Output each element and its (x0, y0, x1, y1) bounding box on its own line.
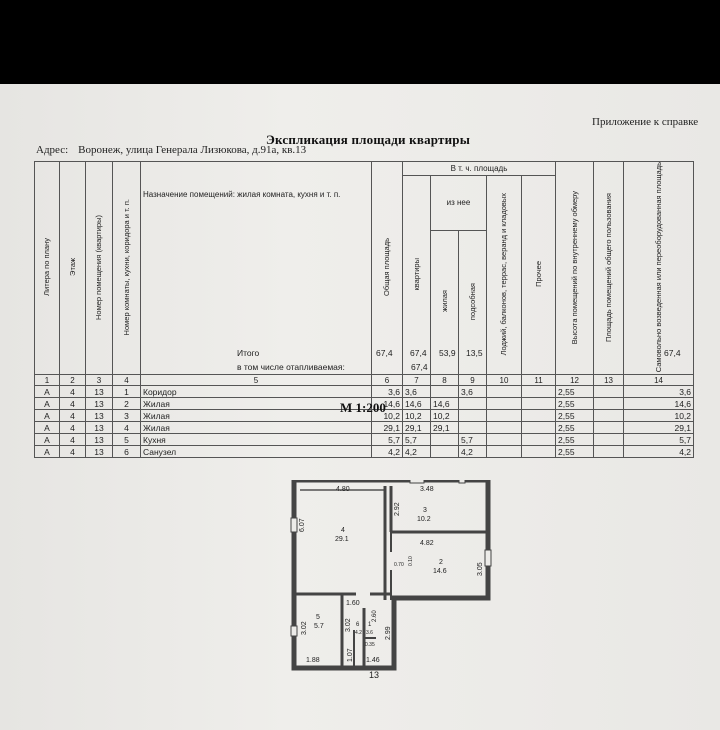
window-icon (485, 550, 491, 566)
address-label: Адрес: (36, 144, 69, 156)
window-icon (459, 480, 465, 483)
floor-plan (286, 480, 496, 680)
table-row: А 4 13 2 Жилая 14,6 14,6 14,6 2,55 14,6 (35, 398, 694, 410)
header-col10: Лоджий, балконов, террас, веранд и кладовых (487, 176, 522, 375)
room-area: 29.1 (335, 536, 349, 543)
totals-aux: 13,5 (466, 348, 483, 358)
dimension-label: 3.02 (345, 618, 352, 632)
header-col7: квартиры (403, 176, 431, 375)
dimension-label: 4.80 (336, 486, 350, 493)
room-number: 3 (423, 507, 427, 514)
totals-apt-area: 67,4 (410, 348, 427, 358)
document-title: Экспликация площади квартиры (266, 132, 471, 147)
dimension-label: 2.60 (372, 610, 378, 622)
header-col8: жилая (431, 230, 459, 375)
header-col5: Назначение помещений: жилая комната, кухня и т. п. (141, 162, 372, 375)
dimension-label: 0.35 (365, 642, 375, 648)
heated-label: в том числе отапливаемая: (237, 362, 345, 372)
header-col12: Высота помещений по внутреннему обмеру (556, 162, 594, 375)
table-row: А 4 13 1 Коридор 3,6 3,6 3,6 2,55 3,6 (35, 386, 694, 398)
dimension-label: 1.88 (306, 657, 320, 664)
header-col4: Номер комнаты, кухни, коридора и т. п. (113, 162, 141, 375)
header-iz-nee: из нее (431, 176, 487, 231)
totals-total: 67,4 (376, 348, 393, 358)
header-col9: подсобная (459, 230, 487, 375)
dimension-label: 1.46 (366, 657, 380, 664)
room-area: 14.6 (433, 568, 447, 575)
dimension-label: 3.02 (301, 621, 308, 635)
table-row: А 4 13 6 Санузел 4,2 4,2 4,2 2,55 4,2 (35, 446, 694, 458)
window-icon (291, 518, 297, 532)
room-number: 1 (368, 622, 372, 628)
header-col2: Этаж (60, 162, 86, 375)
window-icon (291, 626, 297, 636)
room-area: 10.2 (417, 516, 431, 523)
room-area: 3.6 (366, 630, 373, 636)
totals-self: 67,4 (664, 348, 681, 358)
header-col11: Прочее (522, 176, 556, 375)
room-area: 4.2 (355, 630, 362, 636)
dimension-label: 1.07 (347, 648, 354, 662)
header-col13: Площадь помещений общего пользования (594, 162, 624, 375)
dimension-label: 6.07 (299, 518, 306, 532)
room-number: 4 (341, 527, 345, 534)
heated-value: 67,4 (411, 362, 428, 372)
dimension-label: 1.60 (346, 600, 360, 607)
table-row: А 4 13 3 Жилая 10,2 10,2 10,2 2,55 10,2 (35, 410, 694, 422)
header-col14: Самовольно возведенная или переоборудованная площадь (624, 162, 694, 375)
dimension-label: 3.48 (420, 486, 434, 493)
window-icon (410, 480, 424, 483)
room-number: 2 (439, 559, 443, 566)
document-sheet (0, 84, 720, 730)
dimension-label: 3.05 (477, 562, 484, 576)
address-value: Воронеж, улица Генерала Лизюкова, д.91а, кв.13 (78, 144, 307, 156)
column-numbers-row: 1 2 3 4 5 6 7 8 9 10 11 12 13 14 (35, 375, 694, 386)
address-line (36, 144, 306, 156)
dimension-label: 0.70 (394, 562, 404, 568)
dimension-label: 2.99 (385, 626, 392, 640)
header-col6: Общая площадь (372, 162, 403, 375)
header-col3: Номер помещения (квартиры) (86, 162, 113, 375)
dimension-label: 4.82 (420, 540, 434, 547)
table-row: А 4 13 4 Жилая 29,1 29,1 29,1 2,55 29,1 (35, 422, 694, 434)
scale-label: М 1:200 (340, 400, 386, 415)
room-number: 6 (356, 622, 360, 628)
table-row: А 4 13 5 Кухня 5,7 5,7 5,7 2,55 5,7 (35, 434, 694, 446)
totals-living: 53,9 (439, 348, 456, 358)
appendix-note: Приложение к справке (592, 116, 699, 128)
totals-label: Итого (237, 348, 260, 358)
room-area: 5.7 (314, 623, 324, 630)
dimension-label: 2.92 (394, 502, 401, 516)
header-vtch: В т. ч. площадь (403, 162, 556, 176)
room-number: 5 (316, 614, 320, 621)
header-col1: Литера по плану (35, 162, 60, 375)
dimension-label: 0.10 (408, 556, 414, 566)
apartment-number: 13 (369, 670, 380, 680)
